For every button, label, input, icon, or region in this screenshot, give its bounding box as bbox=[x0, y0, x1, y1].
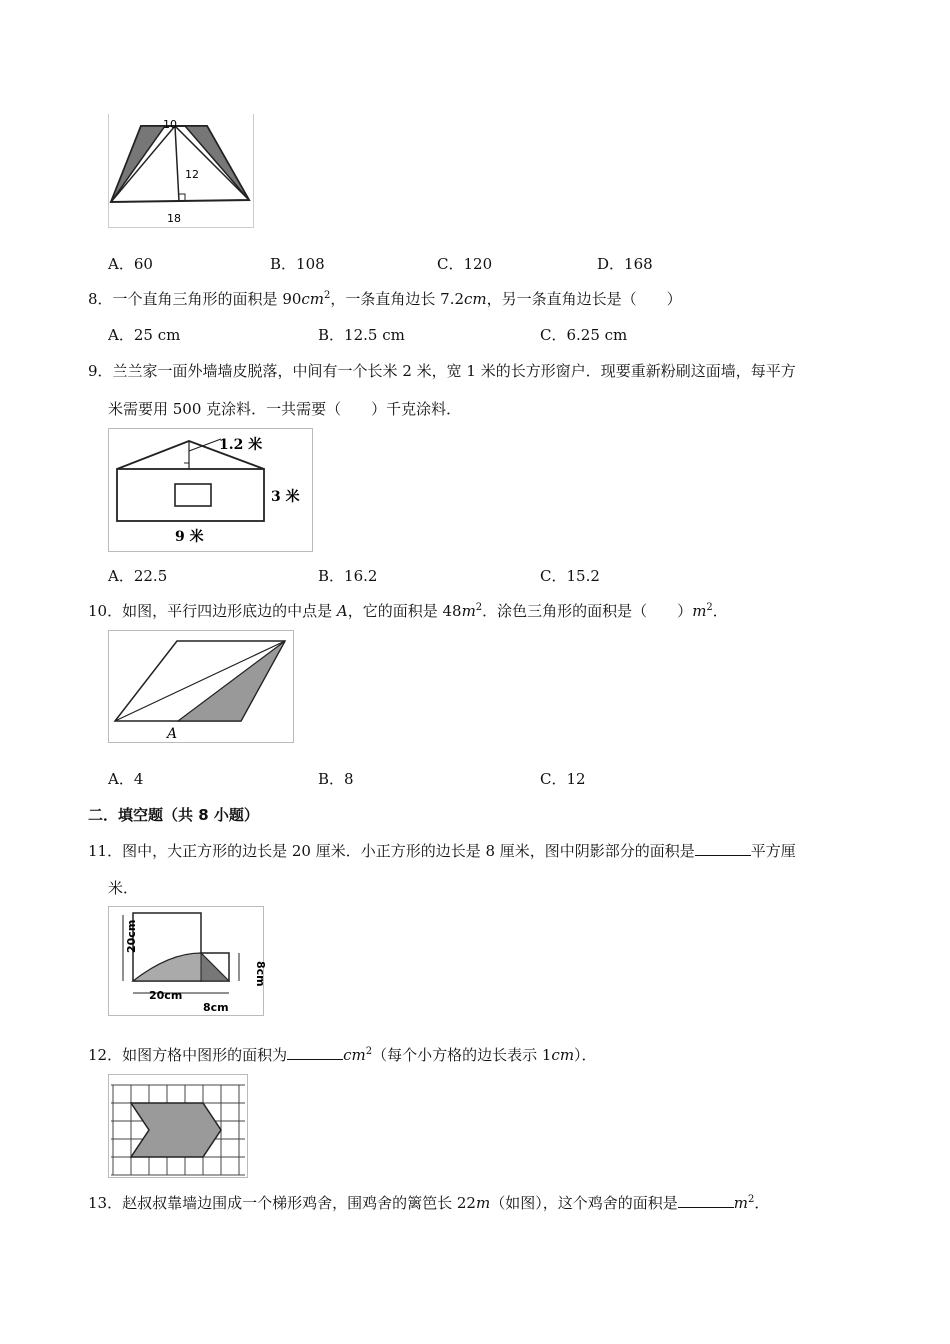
q9-option-b[interactable]: B．16.2 bbox=[318, 567, 378, 585]
q7-option-d[interactable]: D．168 bbox=[597, 255, 653, 273]
q9-stem-line2: 米需要用 500 克涂料．一共需要（ ）千克涂料． bbox=[108, 400, 462, 418]
q9-label-height: 3 米 bbox=[271, 489, 300, 505]
q12-stem: 12．如图方格中图形的面积为 $cm^2$（每个小方格的边长表示 1cm）． bbox=[88, 1046, 597, 1064]
q7-label-height: 12 bbox=[185, 168, 199, 181]
q11-label-small-base: 8cm bbox=[203, 1001, 229, 1014]
q9-wall-figure bbox=[108, 428, 313, 552]
q9-stem-line1: 9．兰兰家一面外墙墙皮脱落，中间有一个长米 2 米，宽 1 米的长方形窗户．现要重新粉刷这面墙，每平方 bbox=[88, 362, 796, 380]
q7-trapezoid-figure bbox=[108, 114, 254, 228]
q9-option-a[interactable]: A．22.5 bbox=[108, 567, 168, 585]
q13-answer-blank[interactable] bbox=[678, 1193, 734, 1208]
q13-stem: 13．赵叔叔靠墙边围成一个梯形鸡舍，围鸡舍的篱笆长 22m（如图），这个鸡舍的面积是 $m^2$． bbox=[88, 1194, 770, 1212]
q10-parallelogram-figure bbox=[108, 630, 294, 743]
q10-option-b[interactable]: B．8 bbox=[318, 770, 354, 788]
q11-squares-figure bbox=[108, 906, 267, 1016]
q10-stem: 10．如图，平行四边形底边的中点是 A，它的面积是 $48m^2$．涂色三角形的面积是（ ）$m^2$． bbox=[88, 602, 728, 620]
q11-answer-blank[interactable] bbox=[695, 841, 751, 856]
q7-option-a[interactable]: A．60 bbox=[108, 255, 153, 273]
q8-stem: 8．一个直角三角形的面积是 $90cm^2$，一条直角边长 7.2cm，另一条直角边长是（ ） bbox=[88, 290, 682, 308]
q8-option-b[interactable]: B．12.5 cm bbox=[318, 326, 405, 344]
q11-label-big-side: 20cm bbox=[125, 919, 138, 953]
q8-option-a[interactable]: A．25 cm bbox=[108, 326, 181, 344]
q11-stem-line1: 11．图中，大正方形的边长是 20 厘米．小正方形的边长是 8 厘米，图中阴影部分的面积是 平方厘 bbox=[88, 842, 796, 860]
q11-label-big-base: 20cm bbox=[149, 989, 183, 1002]
q10-label-a: A bbox=[167, 726, 178, 742]
q7-option-b[interactable]: B．108 bbox=[270, 255, 325, 273]
q9-label-width: 9 米 bbox=[175, 529, 204, 545]
q7-label-base: 18 bbox=[167, 212, 181, 225]
q9-label-roof: 1.2 米 bbox=[219, 437, 263, 453]
q11-label-small-side: 8cm bbox=[254, 961, 267, 987]
q12-grid-figure bbox=[108, 1074, 248, 1178]
q10-option-a[interactable]: A．4 bbox=[108, 770, 144, 788]
q7-option-c[interactable]: C．120 bbox=[437, 255, 493, 273]
q12-answer-blank[interactable] bbox=[287, 1045, 343, 1060]
q11-stem-line2: 米． bbox=[108, 879, 139, 897]
q8-option-c[interactable]: C．6.25 cm bbox=[540, 326, 628, 344]
q10-option-c[interactable]: C．12 bbox=[540, 770, 586, 788]
q7-label-top: 10 bbox=[163, 118, 177, 131]
q9-option-c[interactable]: C．15.2 bbox=[540, 567, 600, 585]
section-fill-blank-title: 二．填空题（共 8 小题） bbox=[88, 806, 259, 824]
